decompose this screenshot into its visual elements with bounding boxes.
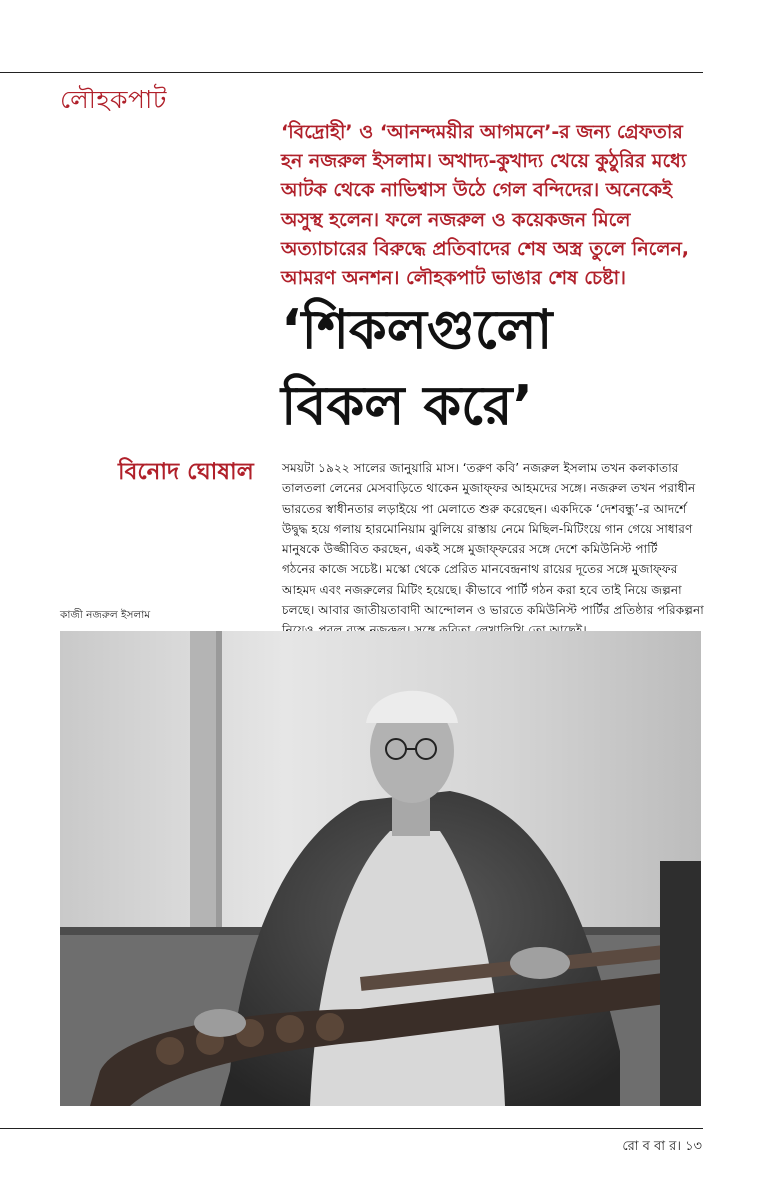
headline-line: ‘শিকলগুলো (281, 298, 553, 361)
section-label: লৌহকপাট (60, 85, 167, 114)
standfirst-line: আটক থেকে নাভিশ্বাস উঠে গেল বন্দিদের। অনেকেই (281, 179, 673, 202)
standfirst-line: আমরণ অনশন। লৌহকপাট ভাঙার শেষ চেষ্টা। (281, 267, 626, 290)
article-body (282, 458, 702, 641)
top-rule (0, 72, 703, 73)
portrait-photo (60, 631, 701, 1106)
standfirst-line: হন নজরুল ইসলাম। অখাদ্য-কুখাদ্য খেয়ে কুঠুরির মধ্যে (281, 150, 687, 173)
article-headline (281, 292, 701, 444)
body-line: গঠনের কাজে সচেষ্ট। মস্কো থেকে প্রেরিত মানবেন্দ্রনাথ রায়ের দূতের সঙ্গে মুজাফ্ফর (282, 562, 678, 577)
standfirst-line: অত্যাচারের বিরুদ্ধে প্রতিবাদের শেষ অস্ত্র তুলে নিলেন, (281, 237, 690, 260)
photo-caption: কাজী নজরুল ইসলাম (60, 609, 151, 621)
standfirst-line: ‘বিদ্রোহী’ ও ‘আনন্দময়ীর আগমনে’-র জন্য গ্রেফতার (281, 121, 683, 143)
author-byline: বিনোদ ঘোষাল (118, 459, 254, 485)
body-line: চলছে। আবার জাতীয়তাবাদী আন্দোলন ও ভারতে কমিউনিস্ট পার্টির প্রতিষ্ঠার পরিকল্পনা (282, 603, 704, 618)
body-line: মানুষকে উজ্জীবিত করছেন, একই সঙ্গে মুজাফ্ফরের সঙ্গে দেশে কমিউনিস্ট পার্টি (282, 542, 658, 557)
standfirst (281, 118, 711, 293)
page-footer: রো ব বা র। ১৩ (622, 1139, 702, 1154)
body-line: উদ্বুদ্ধ হয়ে গলায় হারমোনিয়াম ঝুলিয়ে রাস্তায় নেমে মিছিল-মিটিংয়ে গান গেয়ে সাধারণ (282, 521, 693, 536)
headline-line: বিকল করে’ (281, 374, 534, 437)
body-line: আহমদ এবং নজরুলের মিটিং হয়েছে। কীভাবে পার্টি গঠন করা হবে তাই নিয়ে জল্পনা (282, 582, 682, 597)
body-line: তালতলা লেনের মেসবাড়িতে থাকেন মুজাফ্ফর আহমদের সঙ্গে। নজরুল তখন পরাধীন (282, 481, 696, 496)
body-line: ভারতের স্বাধীনতার লড়াইয়ে পা মেলাতে শুরু করেছেন। একদিকে ‘দেশবন্ধু’-র আদর্শে (282, 501, 687, 516)
bottom-rule (0, 1128, 703, 1129)
standfirst-line: অসুস্থ হলেন। ফলে নজরুল ও কয়েকজন মিলে (281, 208, 631, 231)
body-line: সময়টা ১৯২২ সালের জানুয়ারি মাস। ‘তরুণ কবি’ নজরুল ইসলাম তখন কলকাতার (282, 461, 679, 475)
